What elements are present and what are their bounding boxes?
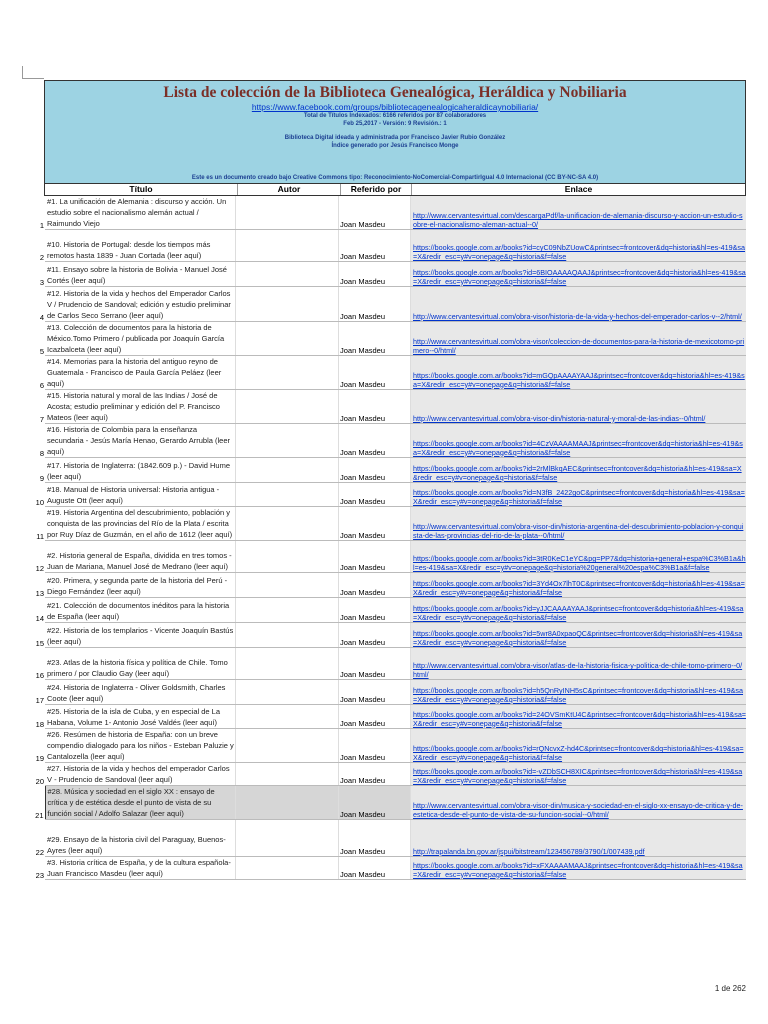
row-author — [236, 648, 339, 680]
row-author — [236, 705, 339, 729]
row-referrer: Joan Masdeu — [339, 541, 411, 573]
row-referrer: Joan Masdeu — [339, 573, 411, 598]
row-title: #14. Memorias para la historia del antiguo reyno de Guatemala - Francisco de Paula García Peláez (leer aquí) — [45, 356, 236, 390]
row-number: 22 — [35, 847, 44, 857]
row-referrer: Joan Masdeu — [339, 322, 411, 356]
row-number: 2 — [39, 252, 44, 262]
row-title: #26. Resúmen de historia de España: con un breve compendio dialogado para los niños - Esteban Paluzie y Cantalozella (leer aquí) — [47, 730, 234, 761]
row-link[interactable]: http://www.cervantesvirtual.com/descargaPdf/la-unificacion-de-alemania-discurso-y-accion-un-estudio-sobre-el-nacionalismo-aleman-actual--0/ — [411, 196, 747, 230]
row-title: #28. Música y sociedad en el siglo XX : ensayo de crítica y de estética desde el punto de vista de su función social / Adolfo Salazar (leer aquí) — [45, 786, 236, 820]
header-banner — [44, 80, 746, 184]
row-number: 14 — [35, 613, 44, 623]
row-referrer: Joan Masdeu — [339, 857, 411, 880]
row-referrer: Joan Masdeu — [339, 196, 411, 230]
table-row — [28, 390, 746, 424]
row-link[interactable]: http://www.cervantesvirtual.com/obra-visor/atlas-de-la-historia-fisica-y-politica-de-chile-tomo-primero--0/html/ — [411, 648, 747, 680]
row-link[interactable]: http://trapalanda.bn.gov.ar/jspui/bitstream/123456789/3790/1/007439.pdf — [411, 820, 747, 857]
row-title: #13. Colección de documentos para la historia de México.Tomo Primero / publicada por Joaquín García Icazbalceta (leer aquí) — [45, 322, 236, 356]
table-row — [28, 705, 746, 729]
row-link[interactable]: https://books.google.com.ar/books?id=xFXAAAAMAAJ&printsec=frontcover&dq=historia&hl=es-419&sa=X&redir_esc=y#v=onepage&q=historia&f=false — [411, 857, 747, 880]
row-title: #15. Historia natural y moral de las Indias / José de Acosta; estudio preliminar y edición del P. Francisco Mateos (leer aquí) — [45, 390, 236, 424]
table-row — [28, 648, 746, 680]
row-author — [236, 763, 339, 786]
row-referrer: Joan Masdeu — [339, 262, 411, 287]
table-row — [28, 623, 746, 648]
row-referrer: Joan Masdeu — [339, 763, 411, 786]
row-referrer: Joan Masdeu — [339, 786, 411, 820]
row-link[interactable]: http://www.cervantesvirtual.com/obra-visor-din/historia-natural-y-moral-de-las-indias--0/html/ — [411, 390, 747, 424]
table-row — [28, 262, 746, 287]
row-referrer: Joan Masdeu — [339, 458, 411, 483]
table-row — [28, 196, 746, 230]
row-number: 13 — [35, 588, 44, 598]
row-title: #19. Historia Argentina del descubrimiento, población y conquista de las provincias del Río de la Plata / escrita por Ruy Díaz de Guzmán, en el año de 1612 (leer aquí) — [45, 507, 236, 541]
stats-text: Total de Títulos Indexados: 6166 referidos por 87 colaboradores — [303, 113, 487, 119]
row-author — [236, 820, 339, 857]
table-row — [28, 541, 746, 573]
row-link[interactable]: https://books.google.com.ar/books?id=2rMlBkqAEC&printsec=frontcover&dq=historia&hl=es-419&sa=X&redir_esc=y#v=onepage&q=historia&f=false — [411, 458, 747, 483]
table-row — [28, 356, 746, 390]
row-number: 10 — [35, 497, 44, 507]
table-row — [28, 857, 746, 880]
row-number: 15 — [35, 638, 44, 648]
row-referrer: Joan Masdeu — [339, 390, 411, 424]
row-referrer: Joan Masdeu — [339, 598, 411, 623]
row-link[interactable]: https://books.google.com.ar/books?id=mGQpAAAAYAAJ&printsec=frontcover&dq=historia&hl=es-419&sa=X&redir_esc=y#v=onepage&q=historia&f=false — [411, 356, 747, 390]
row-title: #23. Atlas de la historia física y política de Chile. Tomo primero / por Claudio Gay (leer aquí) — [45, 648, 236, 680]
row-title: #3. Historia crítica de España, y de la cultura española- Juan Francisco Masdeu (leer aquí) — [45, 857, 236, 880]
row-number: 23 — [35, 870, 44, 880]
row-referrer: Joan Masdeu — [339, 820, 411, 857]
row-referrer: Joan Masdeu — [339, 623, 411, 648]
row-referrer: Joan Masdeu — [339, 483, 411, 507]
table-row — [28, 424, 746, 458]
row-number: 8 — [39, 448, 44, 458]
spreadsheet — [35, 80, 746, 880]
row-title: #21. Colección de documentos inéditos para la historia de España (leer aquí) — [45, 598, 236, 623]
table-row — [28, 598, 746, 623]
row-link[interactable]: http://www.cervantesvirtual.com/obra-visor-din/musica-y-sociedad-en-el-siglo-xx-ensayo-de-critica-y-de-estetica-desde-el-punto-de-vista-de-su-funcion-social--0/html/ — [411, 786, 747, 820]
row-referrer: Joan Masdeu — [339, 729, 411, 763]
row-author — [236, 262, 339, 287]
row-author — [236, 598, 339, 623]
row-link[interactable]: http://www.cervantesvirtual.com/obra-visor/coleccion-de-documentos-para-la-historia-de-mexicotomo-primero--0/html/ — [411, 322, 747, 356]
row-number: 21 — [35, 810, 44, 820]
license-text: Este es un documento creado bajo Creative Commons tipo: Reconocimiento-NoComercial-CompartirIgual 4.0 Internacional (CC BY-NC-SA 4.0) — [191, 175, 599, 181]
document-title: Lista de colección de la Biblioteca Genealógica, Heráldica y Nobiliaria — [163, 84, 627, 101]
row-title: #16. Historia de Colombia para la enseñanza secundaria - Jesús María Henao, Gerardo Arrubla (leer aquí) — [45, 424, 236, 458]
row-link[interactable]: http://www.cervantesvirtual.com/obra-visor-din/historia-argentina-del-descubrimiento-poblacion-y-conquista-de-las-provincias-del-rio-de-la-plata--0/html/ — [411, 507, 747, 541]
row-title: #24. Historia de Inglaterra - Oliver Goldsmith, Charles Coote (leer aquí) — [45, 680, 236, 705]
row-referrer: Joan Masdeu — [339, 648, 411, 680]
row-link[interactable]: https://books.google.com.ar/books?id=5wr8A0xpaoQC&printsec=frontcover&dq=historia&hl=es-419&sa=X&redir_esc=y#v=onepage&q=historia&f=false — [411, 623, 747, 648]
row-author — [236, 507, 339, 541]
col-referido: Referido por — [341, 184, 412, 195]
page-corner-mark — [22, 66, 23, 78]
row-number: 3 — [39, 277, 44, 287]
row-referrer: Joan Masdeu — [339, 287, 411, 322]
row-link[interactable]: https://books.google.com.ar/books?id=24OVSmKtU4C&printsec=frontcover&dq=historia&hl=es-419&sa=X&redir_esc=y#v=onepage&q=historia&f=false — [411, 705, 747, 729]
row-number: 16 — [35, 670, 44, 680]
row-link[interactable]: https://books.google.com.ar/books?id=h5QnRyINH5sC&printsec=frontcover&dq=historia&hl=es-419&sa=X&redir_esc=y#v=onepage&q=historia&f=false — [411, 680, 747, 705]
row-title: #22. Historia de los templarios - Vicente Joaquín Bastús (leer aquí) — [45, 623, 236, 648]
col-autor: Autor — [238, 184, 341, 195]
row-link[interactable]: https://books.google.com.ar/books?id=yJJCAAAAYAAJ&printsec=frontcover&dq=historia&hl=es-419&sa=X&redir_esc=y#v=onepage&q=historia&f=false — [411, 598, 747, 623]
version-text: Feb 25,2017 - Versión: 9 Revisión.: 1 — [343, 121, 447, 127]
row-author — [236, 424, 339, 458]
row-number: 1 — [39, 220, 44, 230]
row-link[interactable]: https://books.google.com.ar/books?id=rQNcvxZ-hd4C&printsec=frontcover&dq=historia&hl=es-419&sa=X&redir_esc=y#v=onepage&q=historia&f=false — [411, 729, 747, 763]
row-title: #10. Historia de Portugal: desde los tiempos más remotos hasta 1839 - Juan Cortada (leer aquí) — [45, 230, 236, 262]
row-author — [236, 541, 339, 573]
row-referrer: Joan Masdeu — [339, 680, 411, 705]
row-number: 4 — [39, 312, 44, 322]
row-title: #29. Ensayo de la historia civil del Paraguay, Buenos-Ayres (leer aquí) — [45, 820, 236, 857]
catalog-table — [28, 196, 746, 880]
row-title: #25. Historia de la isla de Cuba, y en especial de La Habana, Volume 1- Antonio José Valdés (leer aquí) — [45, 705, 236, 729]
row-author — [236, 623, 339, 648]
row-number: 17 — [35, 695, 44, 705]
column-headers — [44, 184, 746, 196]
row-number: 9 — [39, 473, 44, 483]
row-number: 7 — [39, 414, 44, 424]
row-referrer: Joan Masdeu — [339, 507, 411, 541]
row-number: 18 — [35, 719, 44, 729]
row-author — [236, 196, 339, 230]
row-title: #20. Primera, y segunda parte de la historia del Perú - Diego Fernández (leer aquí) — [45, 573, 236, 598]
row-author — [236, 230, 339, 262]
facebook-link[interactable]: https://www.facebook.com/groups/bibliotecagenealogicaheraldicaynobiliaria/ — [251, 102, 539, 112]
row-link[interactable]: http://www.cervantesvirtual.com/obra-visor/historia-de-la-vida-y-hechos-del-emperador-carlos-v--2/html/ — [411, 287, 747, 322]
row-link[interactable]: https://books.google.com.ar/books?id=N3fB_2422goC&printsec=frontcover&dq=historia&hl=es-419&sa=X&redir_esc=y#v=onepage&q=historia&f=false — [411, 483, 747, 507]
table-row — [28, 820, 746, 857]
row-link[interactable]: https://books.google.com.ar/books?id=6BIOAAAAQAAJ&printsec=frontcover&dq=historia&hl=es-419&sa=X&redir_esc=y#v=onepage&q=historia&f=false — [411, 262, 747, 287]
row-title: #17. Historia de Inglaterra: (1842.609 p.) - David Hume (leer aquí) — [45, 458, 236, 483]
page-corner-mark — [22, 78, 44, 79]
row-author — [236, 390, 339, 424]
row-number: 5 — [39, 346, 44, 356]
row-number: 11 — [36, 531, 44, 541]
row-author — [236, 483, 339, 507]
table-row — [28, 573, 746, 598]
table-row — [28, 680, 746, 705]
row-number: 12 — [35, 563, 44, 573]
row-author — [236, 857, 339, 880]
row-author — [236, 573, 339, 598]
row-title: #12. Historia de la vida y hechos del Emperador Carlos V / Prudencio de Sandoval; edición y estudio preliminar de Carlos Seco Serrano (leer aquí) — [45, 287, 236, 322]
row-author — [236, 680, 339, 705]
col-titulo: Título — [45, 184, 238, 195]
row-link[interactable]: https://books.google.com.ar/books?id=cyC09NbZUowC&printsec=frontcover&dq=historia&hl=es-419&sa=X&redir_esc=y#v=onepage&q=historia&f=false — [411, 230, 747, 262]
row-link[interactable]: https://books.google.com.ar/books?id=4CzVAAAAMAAJ&printsec=frontcover&dq=historia&hl=es-419&sa=X&redir_esc=y#v=onepage&q=historia&f=false — [411, 424, 747, 458]
row-author — [236, 322, 339, 356]
table-row — [28, 507, 746, 541]
row-title: #18. Manual de Historia universal: Historia antigua - Auguste Ott (leer aquí) — [45, 483, 236, 507]
row-link[interactable]: https://books.google.com.ar/books?id=-vZDbSCH8XIC&printsec=frontcover&dq=historia&hl=es-419&sa=X&redir_esc=y#v=onepage&q=historia&f=false — [411, 763, 747, 786]
row-number: 6 — [39, 380, 44, 390]
row-number: 20 — [35, 776, 44, 786]
col-enlace: Enlace — [564, 184, 593, 194]
credit-admin: Biblioteca Digital ideada y administrada por Francisco Javier Rubio González — [284, 135, 506, 141]
row-referrer: Joan Masdeu — [339, 356, 411, 390]
table-row — [28, 230, 746, 262]
row-title: #27. Historia de la vida y hechos del emperador Carlos V - Prudencio de Sandoval (leer aquí) — [45, 763, 236, 786]
row-link[interactable]: https://books.google.com.ar/books?id=3Yd4Ox7lhT0C&printsec=frontcover&dq=historia&hl=es-419&sa=X&redir_esc=y#v=onepage&q=historia&f=false — [411, 573, 747, 598]
row-referrer: Joan Masdeu — [339, 705, 411, 729]
table-row — [28, 483, 746, 507]
page-number: 1 de 262 — [714, 984, 746, 993]
credit-index: Índice generado por Jesús Francisco Monge — [331, 143, 459, 149]
row-author — [236, 786, 339, 820]
row-author — [236, 458, 339, 483]
row-title: #2. Historia general de España, dividida en tres tomos - Juan de Mariana, Manuel José de Medrano (leer aquí) — [45, 541, 236, 573]
table-row — [28, 322, 746, 356]
row-title: #1. La unificación de Alemania : discurso y acción. Un estudio sobre el nacionalismo alemán actual / Raimundo Viejo — [45, 196, 236, 230]
row-author — [236, 356, 339, 390]
row-author — [236, 287, 339, 322]
table-row — [28, 729, 746, 763]
table-row — [28, 458, 746, 483]
row-title: #11. Ensayo sobre la historia de Bolivia - Manuel José Cortés (leer aquí) — [45, 262, 236, 287]
row-referrer: Joan Masdeu — [339, 424, 411, 458]
row-number: 19 — [35, 753, 44, 763]
row-link[interactable]: https://books.google.com.ar/books?id=3tR0KeC1eYC&pg=PP7&dq=historia+general+espa%C3%B1a&hl=es-419&sa=X&redir_esc=y#v=onepage&q=historia%20general%20espa%C3%B1a&f=false — [411, 541, 747, 573]
table-row — [28, 786, 746, 820]
table-row — [28, 287, 746, 322]
row-referrer: Joan Masdeu — [339, 230, 411, 262]
table-row — [28, 763, 746, 786]
row-author — [236, 729, 339, 763]
